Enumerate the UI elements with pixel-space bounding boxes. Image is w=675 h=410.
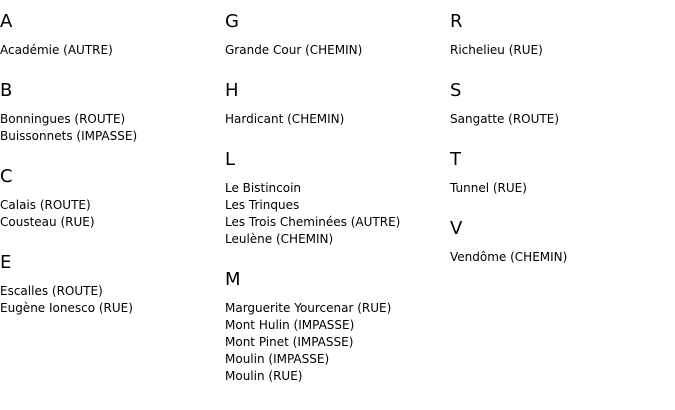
street-link[interactable]: Académie (AUTRE) (0, 43, 113, 57)
street-link[interactable]: Le Bistincoin (225, 181, 302, 195)
street-list (0, 283, 220, 317)
letter-group-b (0, 80, 220, 145)
index-column-3 (450, 11, 670, 266)
letter-heading: E (0, 252, 12, 273)
street-link[interactable]: Moulin (IMPASSE) (225, 352, 330, 366)
letter-heading: L (225, 149, 236, 170)
street-link[interactable]: Les Trinques (225, 198, 300, 212)
street-link[interactable]: Vendôme (CHEMIN) (450, 250, 568, 264)
street-link[interactable]: Bonningues (ROUTE) (0, 112, 126, 126)
street-link[interactable]: Buissonnets (IMPASSE) (0, 129, 138, 143)
street-list (0, 42, 220, 59)
street-link[interactable]: Mont Hulin (IMPASSE) (225, 318, 355, 332)
street-list (450, 42, 670, 59)
street-list (0, 197, 220, 231)
street-link[interactable]: Eugène Ionesco (RUE) (0, 301, 133, 315)
street-list (225, 42, 445, 59)
street-list (225, 111, 445, 128)
index-column-2 (225, 11, 445, 385)
index-column-1 (0, 11, 220, 317)
letter-group-v (450, 218, 670, 266)
letter-heading: A (0, 11, 13, 32)
street-list (450, 249, 670, 266)
letter-group-a (0, 11, 220, 59)
street-link[interactable]: Hardicant (CHEMIN) (225, 112, 345, 126)
street-link[interactable]: Tunnel (RUE) (450, 181, 527, 195)
street-link[interactable]: Leulène (CHEMIN) (225, 232, 334, 246)
letter-heading: R (450, 11, 463, 32)
street-link[interactable]: Les Trois Cheminées (AUTRE) (225, 215, 401, 229)
letter-group-h (225, 80, 445, 128)
letter-heading: S (450, 80, 462, 101)
letter-group-l (225, 149, 445, 248)
letter-heading: V (450, 218, 463, 239)
street-link[interactable]: Marguerite Yourcenar (RUE) (225, 301, 392, 315)
letter-heading: H (225, 80, 239, 101)
letter-heading: G (225, 11, 239, 32)
letter-group-s (450, 80, 670, 128)
letter-heading: M (225, 269, 241, 290)
street-link[interactable]: Richelieu (RUE) (450, 43, 543, 57)
letter-group-r (450, 11, 670, 59)
letter-group-g (225, 11, 445, 59)
letter-heading: B (0, 80, 13, 101)
letter-heading: T (450, 149, 461, 170)
street-list (450, 180, 670, 197)
letter-group-e (0, 252, 220, 317)
letter-group-m (225, 269, 445, 385)
street-link[interactable]: Mont Pinet (IMPASSE) (225, 335, 354, 349)
street-link[interactable]: Grande Cour (CHEMIN) (225, 43, 363, 57)
street-list (225, 300, 445, 385)
street-list (450, 111, 670, 128)
street-link[interactable]: Calais (ROUTE) (0, 198, 91, 212)
letter-heading: C (0, 166, 13, 187)
street-link[interactable]: Moulin (RUE) (225, 369, 303, 383)
street-link[interactable]: Cousteau (RUE) (0, 215, 95, 229)
street-list (0, 111, 220, 145)
street-link[interactable]: Sangatte (ROUTE) (450, 112, 559, 126)
letter-group-t (450, 149, 670, 197)
street-link[interactable]: Escalles (ROUTE) (0, 284, 103, 298)
street-list (225, 180, 445, 248)
letter-group-c (0, 166, 220, 231)
